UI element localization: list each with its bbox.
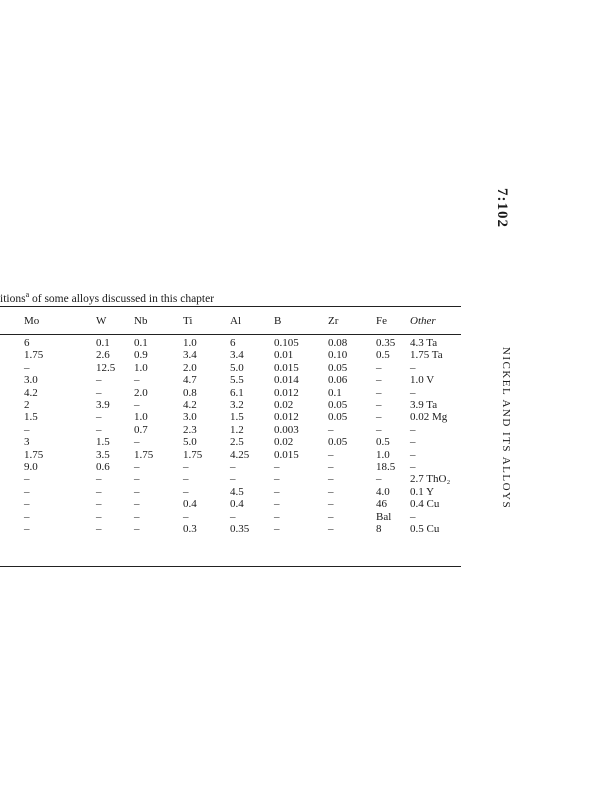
table-cell: 0.012: [274, 411, 299, 424]
caption-text: of some alloys discussed in this chapter: [29, 292, 215, 305]
table-cell: 2: [24, 399, 30, 412]
table-row: [0, 374, 485, 386]
table-cell: 0.3: [183, 523, 197, 536]
table-cell: –: [410, 361, 416, 374]
table-row: [0, 349, 485, 361]
table-cell: –: [410, 423, 416, 436]
header-w: W: [96, 315, 107, 327]
table-cell: 0.015: [274, 448, 299, 461]
table-row: [0, 387, 485, 399]
header-b: B: [274, 315, 282, 327]
table-cell: 12.5: [96, 361, 116, 374]
table-row: [0, 486, 485, 498]
table-row: [0, 498, 485, 510]
table-cell: 1.0: [134, 411, 148, 424]
table-cell: 2.0: [183, 361, 197, 374]
table-cell: –: [24, 523, 30, 536]
header-nb: Nb: [134, 315, 148, 327]
header-fe: Fe: [376, 315, 387, 327]
table-cell: 0.02: [274, 399, 294, 412]
table-cell: 1.75: [24, 448, 44, 461]
table-cell: –: [230, 510, 236, 523]
table-cell: 8: [376, 523, 382, 536]
table-row: [0, 523, 485, 535]
table-cell: 6.1: [230, 386, 244, 399]
table-cell: –: [24, 485, 30, 498]
table-cell: 6: [230, 337, 236, 349]
table-cell: –: [134, 473, 140, 486]
table-cell: 4.7: [183, 374, 197, 387]
table-cell: –: [376, 399, 382, 412]
table-cell: 0.02: [274, 436, 294, 449]
table-cell: 0.05: [328, 411, 348, 424]
table-cell: 0.02 Mg: [410, 411, 448, 424]
table-cell: 0.10: [328, 349, 348, 362]
table-cell: –: [328, 485, 334, 498]
table-cell: 1.75: [183, 448, 203, 461]
header-zr: Zr: [328, 315, 339, 327]
table-cell: 3.4: [183, 349, 197, 362]
table-cell: –: [328, 510, 334, 523]
table-cell: 0.35: [376, 337, 396, 349]
table-header-row: [0, 308, 485, 334]
table-cell: 3.2: [230, 399, 244, 412]
caption-footnote-marker: a: [25, 290, 30, 299]
table-cell: 0.9: [134, 349, 148, 362]
table-cell: –: [134, 510, 140, 523]
composition-table: [0, 308, 485, 536]
table-cell: –: [328, 423, 334, 436]
table-cell: 0.6: [96, 461, 110, 474]
table-cell: 5.0: [183, 436, 197, 449]
header-other: Other: [410, 315, 436, 327]
table-cell: 0.105: [274, 337, 299, 349]
table-cell: 46: [376, 498, 387, 511]
table-top-rule: [0, 306, 461, 307]
table-cell: 4.0: [376, 485, 390, 498]
table-cell: 0.05: [328, 399, 348, 412]
table-cell: 1.2: [230, 423, 244, 436]
table-cell: 0.014: [274, 374, 299, 387]
table-bottom-rule: [0, 566, 461, 567]
table-cell: –: [96, 386, 102, 399]
table-cell: –: [274, 523, 280, 536]
table-cell: 3.4: [230, 349, 244, 362]
table-cell: 3: [24, 436, 30, 449]
table-cell: 4.5: [230, 485, 244, 498]
table-cell: –: [410, 386, 416, 399]
table-cell: –: [96, 374, 102, 387]
table-cell: –: [183, 473, 189, 486]
table-row: [0, 449, 485, 461]
page-number: 7:102: [494, 188, 510, 228]
table-cell: 2.0: [134, 386, 148, 399]
table-cell: 3.5: [96, 448, 110, 461]
table-cell: 0.012: [274, 386, 299, 399]
table-cell: 3.9 Ta: [410, 399, 438, 412]
table-row: [0, 436, 485, 448]
running-head: NICKEL AND ITS ALLOYS: [500, 346, 512, 510]
header-al: Al: [230, 315, 241, 327]
table-cell: 0.06: [328, 374, 348, 387]
table-cell: –: [376, 361, 382, 374]
table-cell: 5.5: [230, 374, 244, 387]
table-cell: –: [274, 510, 280, 523]
table-cell: –: [376, 386, 382, 399]
table-caption: [0, 290, 214, 305]
table-cell: 0.1: [134, 337, 148, 349]
table-row: [0, 362, 485, 374]
table-cell: 0.1 Y: [410, 485, 435, 498]
table-cell: –: [183, 485, 189, 498]
table-cell: 4.2: [183, 399, 197, 412]
table-cell: –: [96, 485, 102, 498]
table-cell: –: [410, 510, 416, 523]
table-cell: Bal: [376, 510, 392, 523]
table-row: [0, 424, 485, 436]
table-row: [0, 411, 485, 423]
table-cell: –: [376, 374, 382, 387]
table-row: [0, 511, 485, 523]
table-cell: 1.75: [24, 349, 44, 362]
table-row: [0, 461, 485, 473]
table-cell: 0.1: [96, 337, 110, 349]
table-cell: 5.0: [230, 361, 244, 374]
table-cell: 2.3: [183, 423, 197, 436]
table-cell: 0.5: [376, 436, 390, 449]
table-cell: –: [24, 361, 30, 374]
header-mo: Mo: [24, 315, 40, 327]
table-cell: 2.5: [230, 436, 244, 449]
table-cell: 1.75: [134, 448, 154, 461]
table-cell: –: [230, 461, 236, 474]
table-cell: –: [328, 473, 334, 486]
table-cell: 2.7 ThO₂: [410, 473, 451, 486]
table-cell: –: [24, 498, 30, 511]
table-cell: –: [96, 473, 102, 486]
table-cell: 1.5: [230, 411, 244, 424]
table-body: [0, 334, 485, 536]
table-cell: –: [134, 485, 140, 498]
table-cell: 1.0: [376, 448, 390, 461]
table-cell: –: [96, 498, 102, 511]
table-cell: 1.5: [24, 411, 38, 424]
table-cell: 2.6: [96, 349, 110, 362]
table-cell: –: [24, 423, 30, 436]
table-cell: –: [183, 510, 189, 523]
table-cell: –: [24, 510, 30, 523]
table-cell: –: [134, 436, 140, 449]
table-cell: 4.3 Ta: [410, 337, 438, 349]
table-cell: –: [96, 411, 102, 424]
table-cell: –: [96, 510, 102, 523]
table-cell: 0.5: [376, 349, 390, 362]
table-cell: –: [376, 423, 382, 436]
table-cell: –: [230, 473, 236, 486]
table-cell: –: [134, 399, 140, 412]
table-cell: –: [134, 461, 140, 474]
table-cell: 1.0 V: [410, 374, 435, 387]
table-row: [0, 399, 485, 411]
table-cell: –: [410, 436, 416, 449]
table-cell: –: [274, 473, 280, 486]
table-cell: –: [328, 461, 334, 474]
table-cell: 0.08: [328, 337, 348, 349]
table-cell: 0.1: [328, 386, 342, 399]
table-cell: 6: [24, 337, 30, 349]
table-cell: –: [134, 498, 140, 511]
table-cell: 4.25: [230, 448, 250, 461]
table-cell: 1.0: [183, 337, 197, 349]
table-cell: 0.4: [230, 498, 244, 511]
table-cell: 3.9: [96, 399, 110, 412]
table-cell: 0.003: [274, 423, 299, 436]
table-cell: –: [376, 411, 382, 424]
table-cell: 3.0: [183, 411, 197, 424]
table-cell: –: [410, 448, 416, 461]
table-cell: –: [183, 461, 189, 474]
table-cell: 3.0: [24, 374, 38, 387]
table-cell: 0.015: [274, 361, 299, 374]
table-cell: 1.0: [134, 361, 148, 374]
table-row: [0, 334, 485, 349]
table-cell: –: [274, 498, 280, 511]
table-cell: –: [376, 473, 382, 486]
table-cell: 0.05: [328, 436, 348, 449]
table-cell: 0.7: [134, 423, 148, 436]
table-cell: 0.01: [274, 349, 294, 362]
table-cell: 4.2: [24, 386, 38, 399]
table-cell: 0.4: [183, 498, 197, 511]
table-cell: 0.8: [183, 386, 197, 399]
table-cell: –: [274, 485, 280, 498]
table-cell: 0.05: [328, 361, 348, 374]
table-cell: 0.4 Cu: [410, 498, 440, 511]
table-cell: 1.5: [96, 436, 110, 449]
table-cell: –: [96, 423, 102, 436]
table-row: [0, 473, 485, 485]
table-cell: 9.0: [24, 461, 38, 474]
table-cell: 18.5: [376, 461, 396, 474]
table-cell: 0.5 Cu: [410, 523, 440, 536]
caption-prefix: itions: [0, 292, 26, 305]
table-cell: –: [134, 374, 140, 387]
table-cell: –: [134, 523, 140, 536]
table-cell: –: [96, 523, 102, 536]
table-cell: 1.75 Ta: [410, 349, 443, 362]
table-cell: –: [328, 523, 334, 536]
table-cell: 0.35: [230, 523, 250, 536]
table-cell: –: [328, 448, 334, 461]
table-cell: –: [328, 498, 334, 511]
table-cell: –: [410, 461, 416, 474]
header-ti: Ti: [183, 315, 193, 327]
table-cell: –: [274, 461, 280, 474]
table-cell: –: [24, 473, 30, 486]
